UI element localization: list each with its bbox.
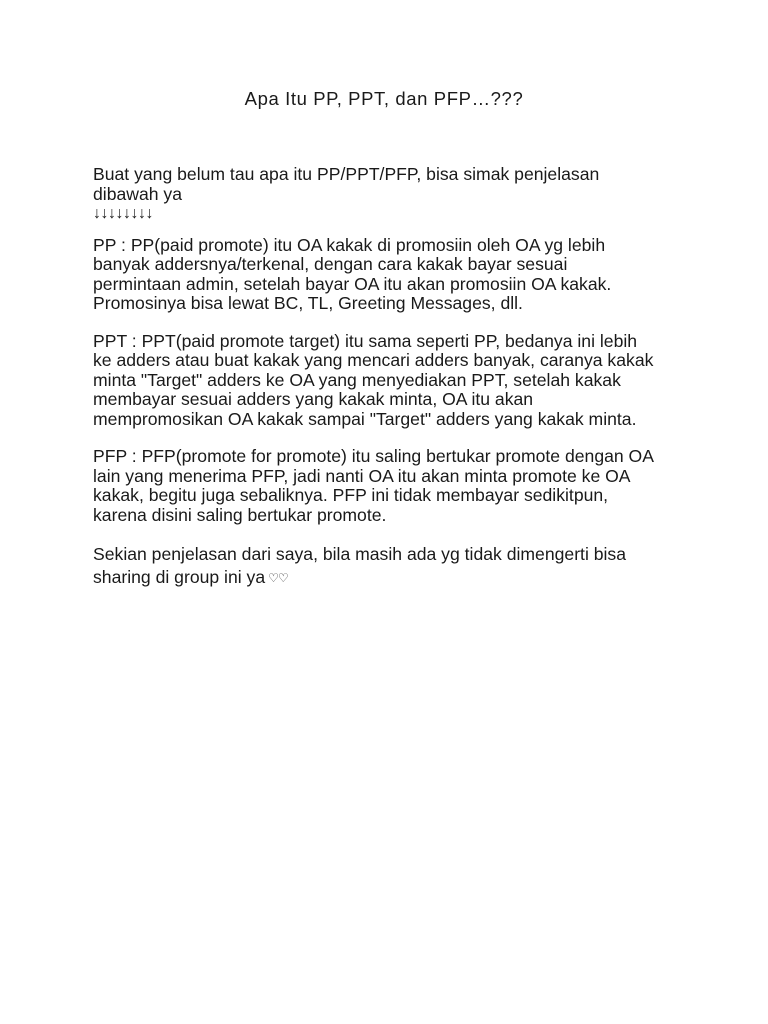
closing-paragraph [93, 543, 683, 590]
closing-text: Sekian penjelasan dari saya, bila masih ada yg tidak dimengerti bisa sharing di group ini ya [93, 544, 627, 587]
pfp-paragraph: PFP : PFP(promote for promote) itu saling bertukar promote dengan OA lain yang menerima PFP, jadi nanti OA itu akan minta promote ke OA kakak, begitu juga sebaliknya. PFP ini tidak membayar sedikitpun, karena disini saling bertukar promote. [93, 446, 654, 525]
down-arrows-text: ↓↓↓↓↓↓↓↓ [93, 205, 153, 222]
document-title: Apa Itu PP, PPT, dan PFP…??? [244, 88, 524, 109]
pp-paragraph: PP : PP(paid promote) itu OA kakak di promosiin oleh OA yg lebih banyak addersnya/terkenal, dengan cara kakak bayar sesuai permintaan admin, setelah bayar OA itu akan promosiin OA kakak. Promosinya bisa lewat BC, TL, Greeting Messages, dll. [93, 234, 612, 313]
intro-paragraph [93, 165, 683, 224]
intro-text: Buat yang belum tau apa itu PP/PPT/PFP, bisa simak penjelasan dibawah ya [93, 164, 600, 204]
heart-icon: ♡♡ [268, 571, 288, 585]
document-body [93, 165, 683, 608]
ppt-paragraph: PPT : PPT(paid promote target) itu sama seperti PP, bedanya ini lebih ke adders atau buat kakak yang mencari adders banyak, caranya kakak minta "Target" adders ke OA yang menyediakan PPT, setelah kakak membayar sesuai adders yang kakak minta, OA itu akan mempromosikan OA kakak sampai "Target" adders yang kakak minta. [93, 330, 654, 429]
